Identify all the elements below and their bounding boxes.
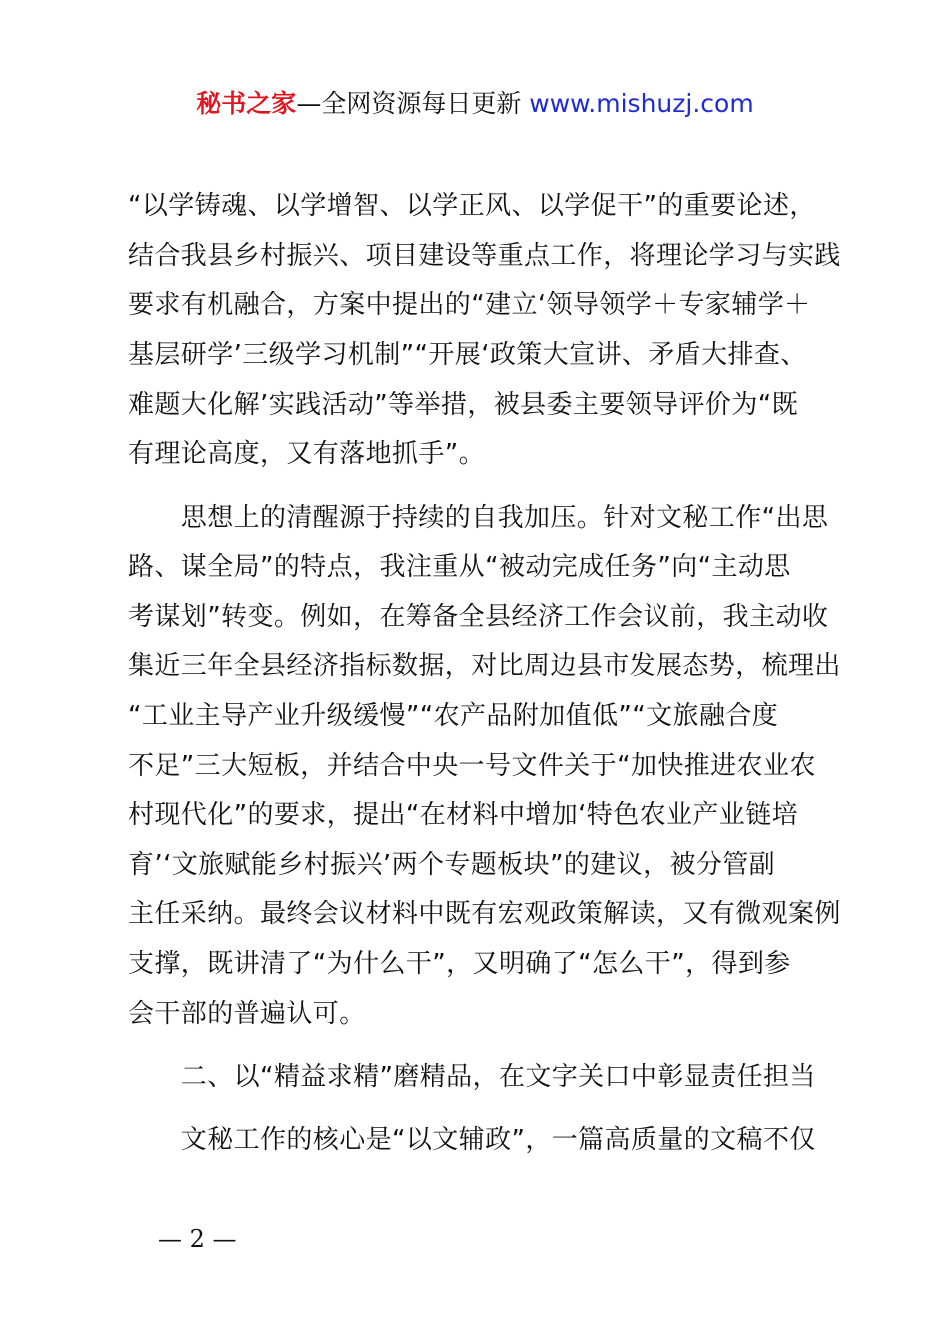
text-line: 有理论高度，又有落地抓手”。 (128, 439, 486, 469)
text-line: 支撑，既讲清了“为什么干”，又明确了“怎么干”，得到参 (128, 949, 791, 979)
page-number: — 2 — (158, 1225, 237, 1253)
site-tagline: —全网资源每日更新 (296, 89, 530, 118)
text-line: 结合我县乡村振兴、项目建设等重点工作，将理论学习与实践 (128, 241, 841, 271)
site-url[interactable]: www.mishuzj.com (529, 89, 754, 118)
text-line: 不足”三大短板，并结合中央一号文件关于“加快推进农业农 (128, 751, 816, 781)
text-line: 思想上的清醒源于持续的自我加压。针对文秘工作“出思 (128, 503, 829, 533)
text-line: 主任采纳。最终会议材料中既有宏观政策解读，又有微观案例 (128, 899, 841, 929)
text-line: “工业主导产业升级缓慢”“农产品附加值低”“文旅融合度 (128, 701, 779, 731)
text-line: 路、谋全局”的特点，我注重从“被动完成任务”向“主动思 (128, 552, 791, 582)
text-line: 难题大化解’实践活动”等举措，被县委主要领导评价为“既 (128, 390, 799, 420)
text-line: 文秘工作的核心是“以文辅政”，一篇高质量的文稿不仅 (128, 1125, 816, 1155)
text-line: 集近三年全县经济指标数据，对比周边县市发展态势，梳理出 (128, 651, 841, 681)
section-heading: 二、以“精益求精”磨精品，在文字关口中彰显责任担当 (128, 1062, 816, 1092)
text-line: 基层研学’三级学习机制”“开展‘政策大宣讲、矛盾大排查、 (128, 340, 807, 370)
text-line: 育’‘文旅赋能乡村振兴’两个专题板块”的建议，被分管副 (128, 850, 776, 880)
text-line: “以学铸魂、以学增智、以学正风、以学促干”的重要论述， (128, 191, 816, 221)
site-header (0, 86, 950, 122)
text-line: 村现代化”的要求，提出“在材料中增加‘特色农业产业链培 (128, 800, 799, 830)
text-line: 会干部的普遍认可。 (128, 999, 366, 1029)
text-line: 考谋划”转变。例如，在筹备全县经济工作会议前，我主动收 (128, 602, 829, 632)
text-line: 要求有机融合，方案中提出的“建立‘领导领学＋专家辅学＋ (128, 290, 811, 320)
site-brand: 秘书之家 (196, 89, 297, 118)
